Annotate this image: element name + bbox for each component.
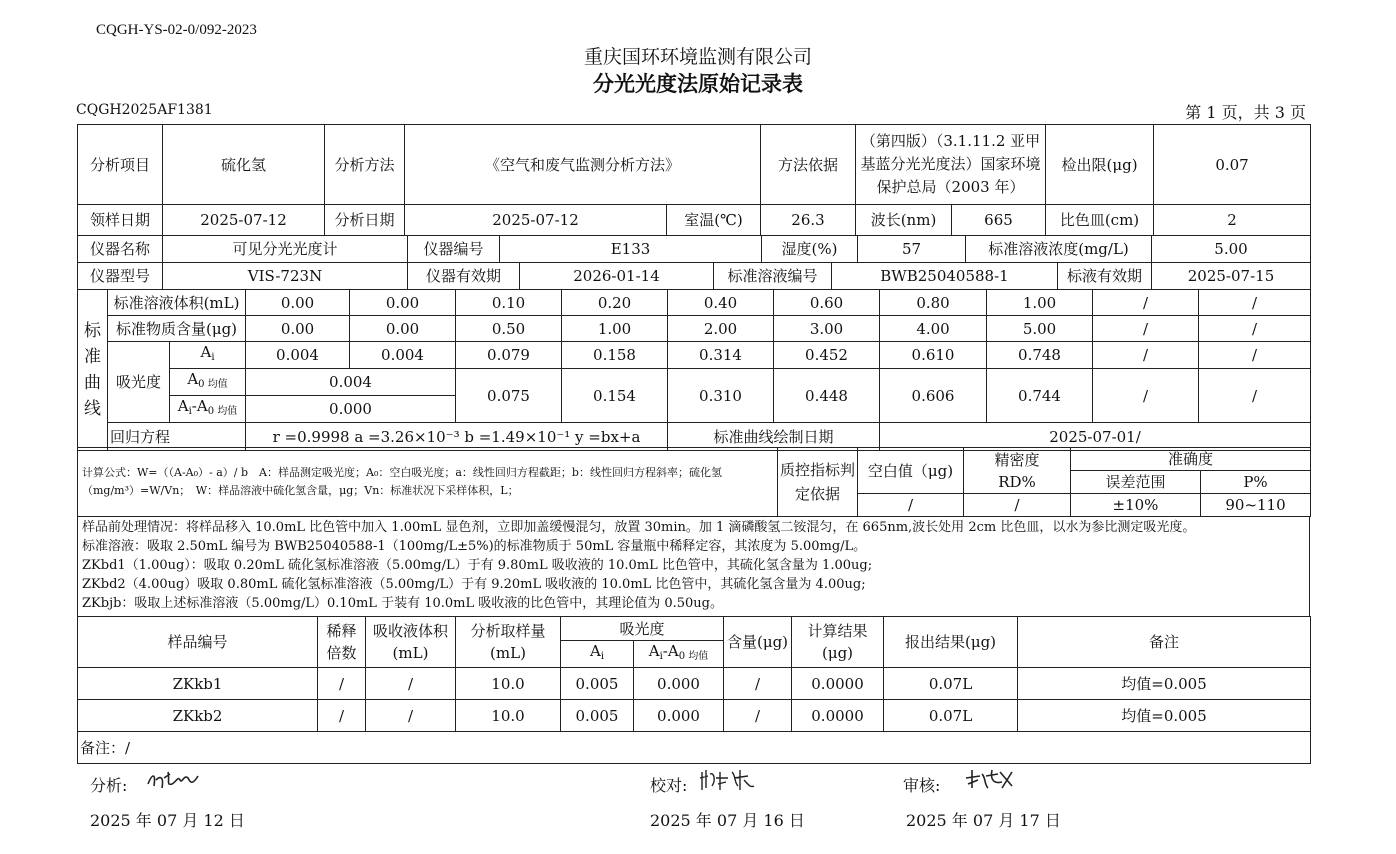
- dilution: /: [318, 700, 366, 732]
- std-valid-label: 标液有效期: [1058, 263, 1152, 290]
- record-number: CQGH2025AF1381: [76, 102, 213, 118]
- company-name: 重庆国环环境监测有限公司: [583, 46, 812, 68]
- curve-cell: 0.80: [880, 290, 987, 316]
- blank-label: 空白值（μg): [858, 448, 964, 494]
- qc-table: [77, 447, 1311, 517]
- info-table-c: [77, 235, 1311, 263]
- results-note: 备注：/: [78, 732, 1311, 764]
- calc-formula: 计算公式：W=（（A-A₀）- a）/ b A：样品测定吸光度；A₀：空白吸光度；a：线性回归方程截距；b：线性回归方程斜率；硫化氢（mg/m³）=W/Vn； W：样品溶液中硫化氢含量，μg；Vn：标准状况下采样体积，L；: [78, 448, 778, 517]
- accuracy-label: 准确度: [1071, 448, 1311, 471]
- curve-cell: 0.448: [774, 369, 880, 423]
- curve-cell: /: [1199, 316, 1311, 342]
- curve-date-label: 标准曲线绘制日期: [668, 423, 880, 451]
- page-info: 第 1 页，共 3 页: [1185, 103, 1306, 122]
- dilution: /: [318, 668, 366, 700]
- item-value: 硫化氢: [163, 125, 325, 205]
- curve-cell: 3.00: [774, 316, 880, 342]
- humidity-value: 57: [858, 236, 966, 263]
- curve-cell: 0.00: [350, 290, 456, 316]
- diff-label: $A_i-A_{0 均值}$: [170, 396, 246, 423]
- report-value: 0.07L: [884, 668, 1018, 700]
- curve-cell: /: [1199, 342, 1311, 369]
- volume-label: 标准溶液体积(mL): [108, 290, 246, 316]
- sample-date: 2025-07-12: [163, 205, 325, 236]
- take-volume: 10.0: [456, 700, 561, 732]
- sample-date-label: 领样日期: [78, 205, 163, 236]
- curve-cell: 0.744: [987, 369, 1093, 423]
- limit-value: 0.07: [1154, 125, 1311, 205]
- std-no-label: 标准溶液编号: [714, 263, 832, 290]
- curve-cell: 0.00: [246, 316, 350, 342]
- curve-cell: 0.60: [774, 290, 880, 316]
- reviewer-signature-icon: [962, 766, 1022, 794]
- curve-cell: /: [1093, 342, 1199, 369]
- pretreatment-notes: [78, 517, 1310, 617]
- sample-no: ZKkb1: [78, 668, 318, 700]
- wavelength-label: 波长(nm): [856, 205, 952, 236]
- wavelength-value: 665: [952, 205, 1046, 236]
- table-row: [78, 668, 1311, 700]
- analyst-label: 分析:: [90, 776, 128, 795]
- error-label: 误差范围: [1071, 471, 1201, 494]
- regression-equation: r =0.9998 a =3.26×10⁻³ b =1.49×10⁻¹ y =bx+a: [246, 423, 668, 451]
- basis-label: 方法依据: [761, 125, 856, 205]
- content-label: 标准物质含量(μg): [108, 316, 246, 342]
- instrument-name-label: 仪器名称: [78, 236, 163, 263]
- col-sample-no: 样品编号: [78, 617, 318, 668]
- std-conc-value: 5.00: [1152, 236, 1311, 263]
- std-no-value: BWB25040588-1: [832, 263, 1058, 290]
- curve-cell: 1.00: [987, 290, 1093, 316]
- report-value: 0.07L: [884, 700, 1018, 732]
- analyst-date: 2025 年 07 月 12 日: [90, 811, 245, 830]
- analysis-date: 2025-07-12: [405, 205, 667, 236]
- precision-label: 精密度 RD%: [964, 448, 1071, 494]
- a0-label: $A_{0 均值}$: [170, 369, 246, 396]
- curve-cell: /: [1093, 290, 1199, 316]
- ai-value: 0.005: [561, 700, 634, 732]
- curve-cell: 0.606: [880, 369, 987, 423]
- reviewer-label: 审核:: [903, 776, 941, 795]
- pretreatment-line: ZKbd1（1.00ug）：吸取 0.20mL 硫化氢标准溶液（5.00mg/L）于有 9.80mL 吸收液的 10.0mL 比色管中，其硫化氢含量为 1.00ug;: [82, 558, 873, 573]
- method-value: 《空气和废气监测分析方法》: [405, 125, 761, 205]
- col-content: 含量(μg): [724, 617, 792, 668]
- curve-cell: /: [1093, 316, 1199, 342]
- item-label: 分析项目: [78, 125, 163, 205]
- col-report: 报出结果(μg): [884, 617, 1018, 668]
- instrument-name: 可见分光光度计: [163, 236, 408, 263]
- curve-date: 2025-07-01/: [880, 423, 1311, 451]
- col-ai: $A_i$: [561, 641, 634, 668]
- instrument-valid: 2026-01-14: [520, 263, 714, 290]
- instrument-no-label: 仪器编号: [408, 236, 500, 263]
- info-table-d: [77, 262, 1311, 290]
- curve-cell: 0.004: [350, 342, 456, 369]
- results-table: [77, 616, 1311, 764]
- cell-value: 2: [1154, 205, 1311, 236]
- curve-cell: 0.004: [246, 342, 350, 369]
- calc-value: 0.0000: [792, 668, 884, 700]
- pretreatment-line: 标准溶液：吸取 2.50mL 编号为 BWB25040588-1（100mg/L±5%)的标准物质于 50mL 容量瓶中稀释定容，其浓度为 5.00mg/L。: [82, 539, 867, 554]
- col-remark: 备注: [1018, 617, 1311, 668]
- temp-value: 26.3: [761, 205, 856, 236]
- method-label: 分析方法: [325, 125, 405, 205]
- content-value: /: [724, 700, 792, 732]
- pretreatment-line: ZKbd2（4.00ug）吸取 0.80mL 硫化氢标准溶液（5.00mg/L）于有 9.20mL 吸收液的 10.0mL 比色管中，其硫化氢含量为 4.00ug;: [82, 577, 866, 592]
- standard-curve-table: [77, 289, 1311, 451]
- curve-cell: 0.310: [668, 369, 774, 423]
- analysis-date-label: 分析日期: [325, 205, 405, 236]
- pretreatment-line: 样品前处理情况：将样品移入 10.0mL 比色管中加入 1.00mL 显色剂，立即加盖缓慢混匀，放置 30min。加 1 滴磷酸氢二铵混匀，在 665nm,波长处用 2cm 比色皿，以水为参比测定吸光度。: [82, 520, 1196, 535]
- diff-value: 0.000: [634, 700, 724, 732]
- precision-value: /: [964, 494, 1071, 517]
- curve-cell: 0.50: [456, 316, 562, 342]
- col-abs-volume: 吸收液体积(mL): [366, 617, 456, 668]
- curve-cell: 0.20: [562, 290, 668, 316]
- diff-first-value: 0.000: [246, 396, 456, 423]
- absorbance-label: 吸光度: [108, 342, 170, 423]
- regression-label: 回归方程: [108, 423, 246, 451]
- checker-signature-icon: [698, 766, 758, 794]
- col-take-volume: 分析取样量(mL): [456, 617, 561, 668]
- abs-volume: /: [366, 700, 456, 732]
- curve-cell: /: [1199, 290, 1311, 316]
- table-row: [78, 700, 1311, 732]
- reviewer-date: 2025 年 07 月 17 日: [906, 811, 1061, 830]
- pretreatment-line: ZKbjb：吸取上述标准溶液（5.00mg/L）0.10mL 于装有 10.0mL 吸收液的比色管中，其理论值为 0.50ug。: [82, 596, 724, 611]
- model-value: VIS-723N: [163, 263, 408, 290]
- limit-label: 检出限(μg): [1046, 125, 1154, 205]
- curve-cell: 0.00: [246, 290, 350, 316]
- checker-date: 2025 年 07 月 16 日: [650, 811, 805, 830]
- ai-value: 0.005: [561, 668, 634, 700]
- col-dilution: 稀释倍数: [318, 617, 366, 668]
- curve-cell: /: [1199, 369, 1311, 423]
- curve-cell: 0.10: [456, 290, 562, 316]
- curve-cell: 0.452: [774, 342, 880, 369]
- p-label: P%: [1201, 471, 1311, 494]
- curve-cell: 0.00: [350, 316, 456, 342]
- curve-cell: 0.748: [987, 342, 1093, 369]
- basis-value: （第四版）（3.1.11.2 亚甲基蓝分光光度法）国家环境保护总局（2003 年）: [856, 125, 1046, 205]
- checker-label: 校对:: [650, 776, 688, 795]
- curve-side-label: 标准曲线: [78, 290, 108, 451]
- page-title: 分光光度法原始记录表: [593, 71, 803, 96]
- std-valid-value: 2025-07-15: [1152, 263, 1311, 290]
- col-diff: $A_i-A_{0 均值}$: [634, 641, 724, 668]
- curve-cell: /: [1093, 369, 1199, 423]
- cell-label: 比色皿(cm): [1046, 205, 1154, 236]
- content-value: /: [724, 668, 792, 700]
- remark-value: 均值=0.005: [1018, 700, 1311, 732]
- analyst-signature-icon: [144, 766, 204, 794]
- take-volume: 10.0: [456, 668, 561, 700]
- p-value: 90~110: [1201, 494, 1311, 517]
- curve-cell: 0.610: [880, 342, 987, 369]
- curve-cell: 4.00: [880, 316, 987, 342]
- instrument-no: E133: [500, 236, 762, 263]
- blank-value: /: [858, 494, 964, 517]
- curve-cell: 2.00: [668, 316, 774, 342]
- curve-cell: 5.00: [987, 316, 1093, 342]
- model-label: 仪器型号: [78, 263, 163, 290]
- col-calc: 计算结果(μg): [792, 617, 884, 668]
- pretreatment-table: [77, 516, 1310, 617]
- abs-volume: /: [366, 668, 456, 700]
- curve-cell: 0.075: [456, 369, 562, 423]
- curve-cell: 0.314: [668, 342, 774, 369]
- curve-cell: 0.154: [562, 369, 668, 423]
- qc-basis-label: 质控指标判定依据: [778, 448, 858, 517]
- calc-value: 0.0000: [792, 700, 884, 732]
- curve-cell: 0.158: [562, 342, 668, 369]
- curve-cell: 0.40: [668, 290, 774, 316]
- temp-label: 室温(℃): [667, 205, 761, 236]
- error-value: ±10%: [1071, 494, 1201, 517]
- document-code: CQGH-YS-02-0/092-2023: [96, 22, 257, 38]
- curve-cell: 0.079: [456, 342, 562, 369]
- col-absorbance: 吸光度: [561, 617, 724, 641]
- info-table-a: [77, 124, 1311, 205]
- std-conc-label: 标准溶液浓度(mg/L): [966, 236, 1152, 263]
- a0-value: 0.004: [246, 369, 456, 396]
- sample-no: ZKkb2: [78, 700, 318, 732]
- info-table-b: [77, 204, 1311, 236]
- ai-label: $A_i$: [170, 342, 246, 369]
- instrument-valid-label: 仪器有效期: [408, 263, 520, 290]
- diff-value: 0.000: [634, 668, 724, 700]
- humidity-label: 湿度(%): [762, 236, 858, 263]
- remark-value: 均值=0.005: [1018, 668, 1311, 700]
- curve-cell: 1.00: [562, 316, 668, 342]
